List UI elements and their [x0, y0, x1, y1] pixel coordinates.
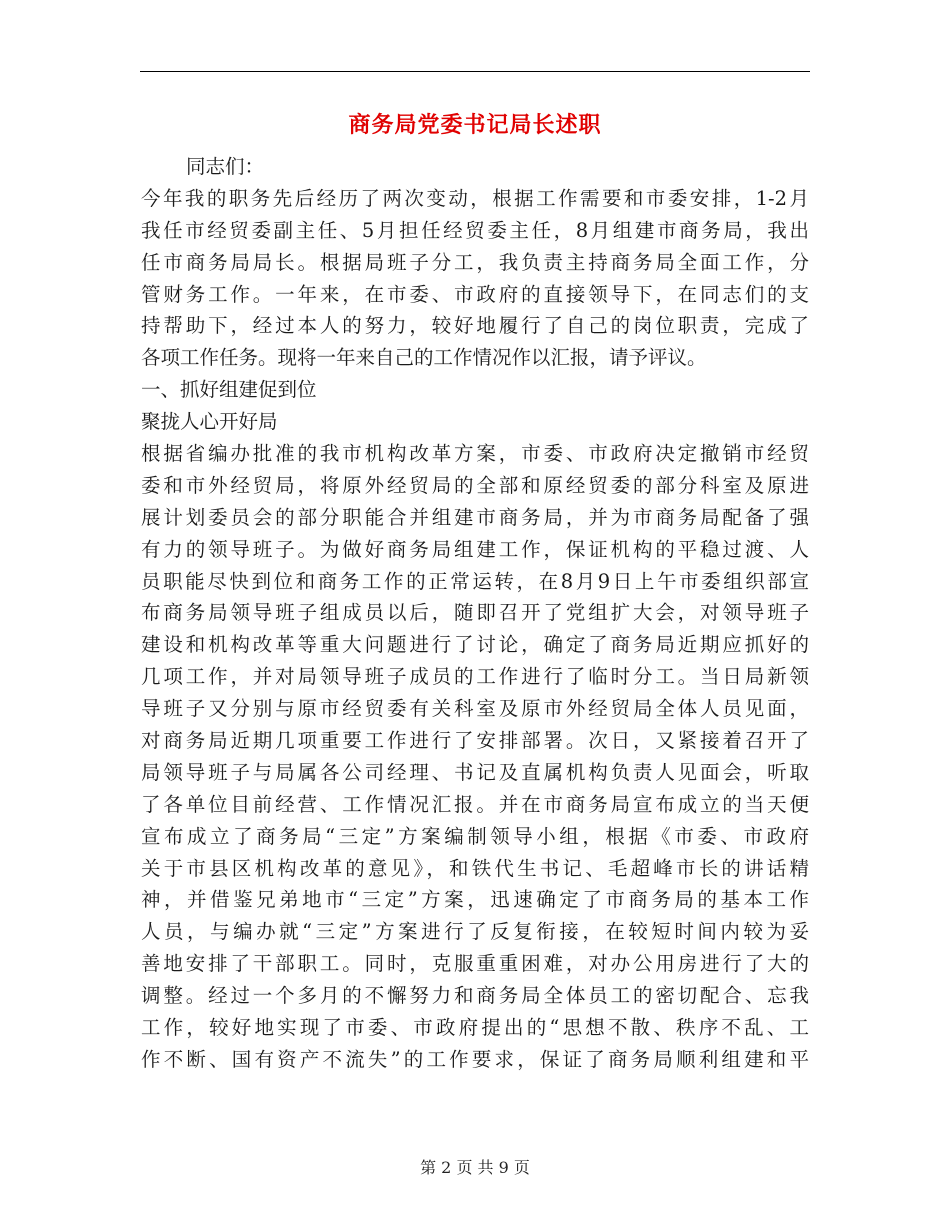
text-line: 管财务工作。一年来，在市委、市政府的直接领导下，在同志们的支 [141, 282, 809, 306]
text-line: 聚拢人心开好局 [141, 410, 278, 434]
text-line: 工作，较好地实现了市委、市政府提出的“思想不散、秩序不乱、工 [141, 1016, 809, 1040]
document-body [141, 151, 809, 1076]
text-line: 根据省编办批准的我市机构改革方案，市委、市政府决定撤销市经贸 [141, 442, 809, 466]
text-line: 任市商务局局长。根据局班子分工，我负责主持商务局全面工作，分 [141, 250, 809, 274]
text-line: 导班子又分别与原市经贸委有关科室及原市外经贸局全体人员见面， [141, 697, 809, 721]
text-line: 关于市县区机构改革的意见》，和铁代生书记、毛超峰市长的讲话精 [141, 856, 809, 880]
text-line: 对商务局近期几项重要工作进行了安排部署。次日，又紧接着召开了 [141, 729, 809, 753]
text-line: 员职能尽快到位和商务工作的正常运转，在8月9日上午市委组织部宣 [141, 569, 809, 593]
text-line: 持帮助下，经过本人的努力，较好地履行了自己的岗位职责，完成了 [141, 314, 809, 338]
text-line: 展计划委员会的部分职能合并组建市商务局，并为市商务局配备了强 [141, 505, 809, 529]
text-line: 善地安排了干部职工。同时，克服重重困难，对办公用房进行了大的 [141, 952, 809, 976]
header-rule [140, 71, 810, 72]
document-title: 商务局党委书记局长述职 [348, 112, 602, 138]
text-line: 各项工作任务。现将一年来自己的工作情况作以汇报，请予评议。 [141, 346, 707, 370]
text-line: 今年我的职务先后经历了两次变动，根据工作需要和市委安排，1-2月 [141, 186, 809, 210]
text-line: 有力的领导班子。为做好商务局组建工作，保证机构的平稳过渡、人 [141, 537, 809, 561]
text-line: 委和市外经贸局，将原外经贸局的全部和原经贸委的部分科室及原进 [141, 473, 809, 497]
text-line: 调整。经过一个多月的不懈努力和商务局全体员工的密切配合、忘我 [141, 984, 809, 1008]
text-line: 布商务局领导班子组成员以后，随即召开了党组扩大会，对领导班子 [141, 601, 809, 625]
text-line: 我任市经贸委副主任、5月担任经贸委主任，8月组建市商务局，我出 [141, 218, 809, 242]
text-line: 几项工作，并对局领导班子成员的工作进行了临时分工。当日局新领 [141, 665, 809, 689]
text-line: 建设和机构改革等重大问题进行了讨论，确定了商务局近期应抓好的 [141, 633, 809, 657]
text-line: 一、抓好组建促到位 [141, 378, 317, 402]
page-number: 第 2 页 共 9 页 [420, 1158, 530, 1177]
salutation-line: 同志们： [186, 155, 265, 178]
text-line: 人员，与编办就“三定”方案进行了反复衔接，在较短时间内较为妥 [141, 920, 809, 944]
text-line: 神，并借鉴兄弟地市“三定”方案，迅速确定了市商务局的基本工作 [141, 888, 809, 912]
text-line: 了各单位目前经营、工作情况汇报。并在市商务局宣布成立的当天便 [141, 792, 809, 816]
text-line: 作不断、国有资产不流失”的工作要求，保证了商务局顺利组建和平 [141, 1047, 809, 1071]
text-line: 宣布成立了商务局“三定”方案编制领导小组，根据《市委、市政府 [141, 824, 809, 848]
text-line: 局领导班子与局属各公司经理、书记及直属机构负责人见面会，听取 [141, 760, 809, 784]
